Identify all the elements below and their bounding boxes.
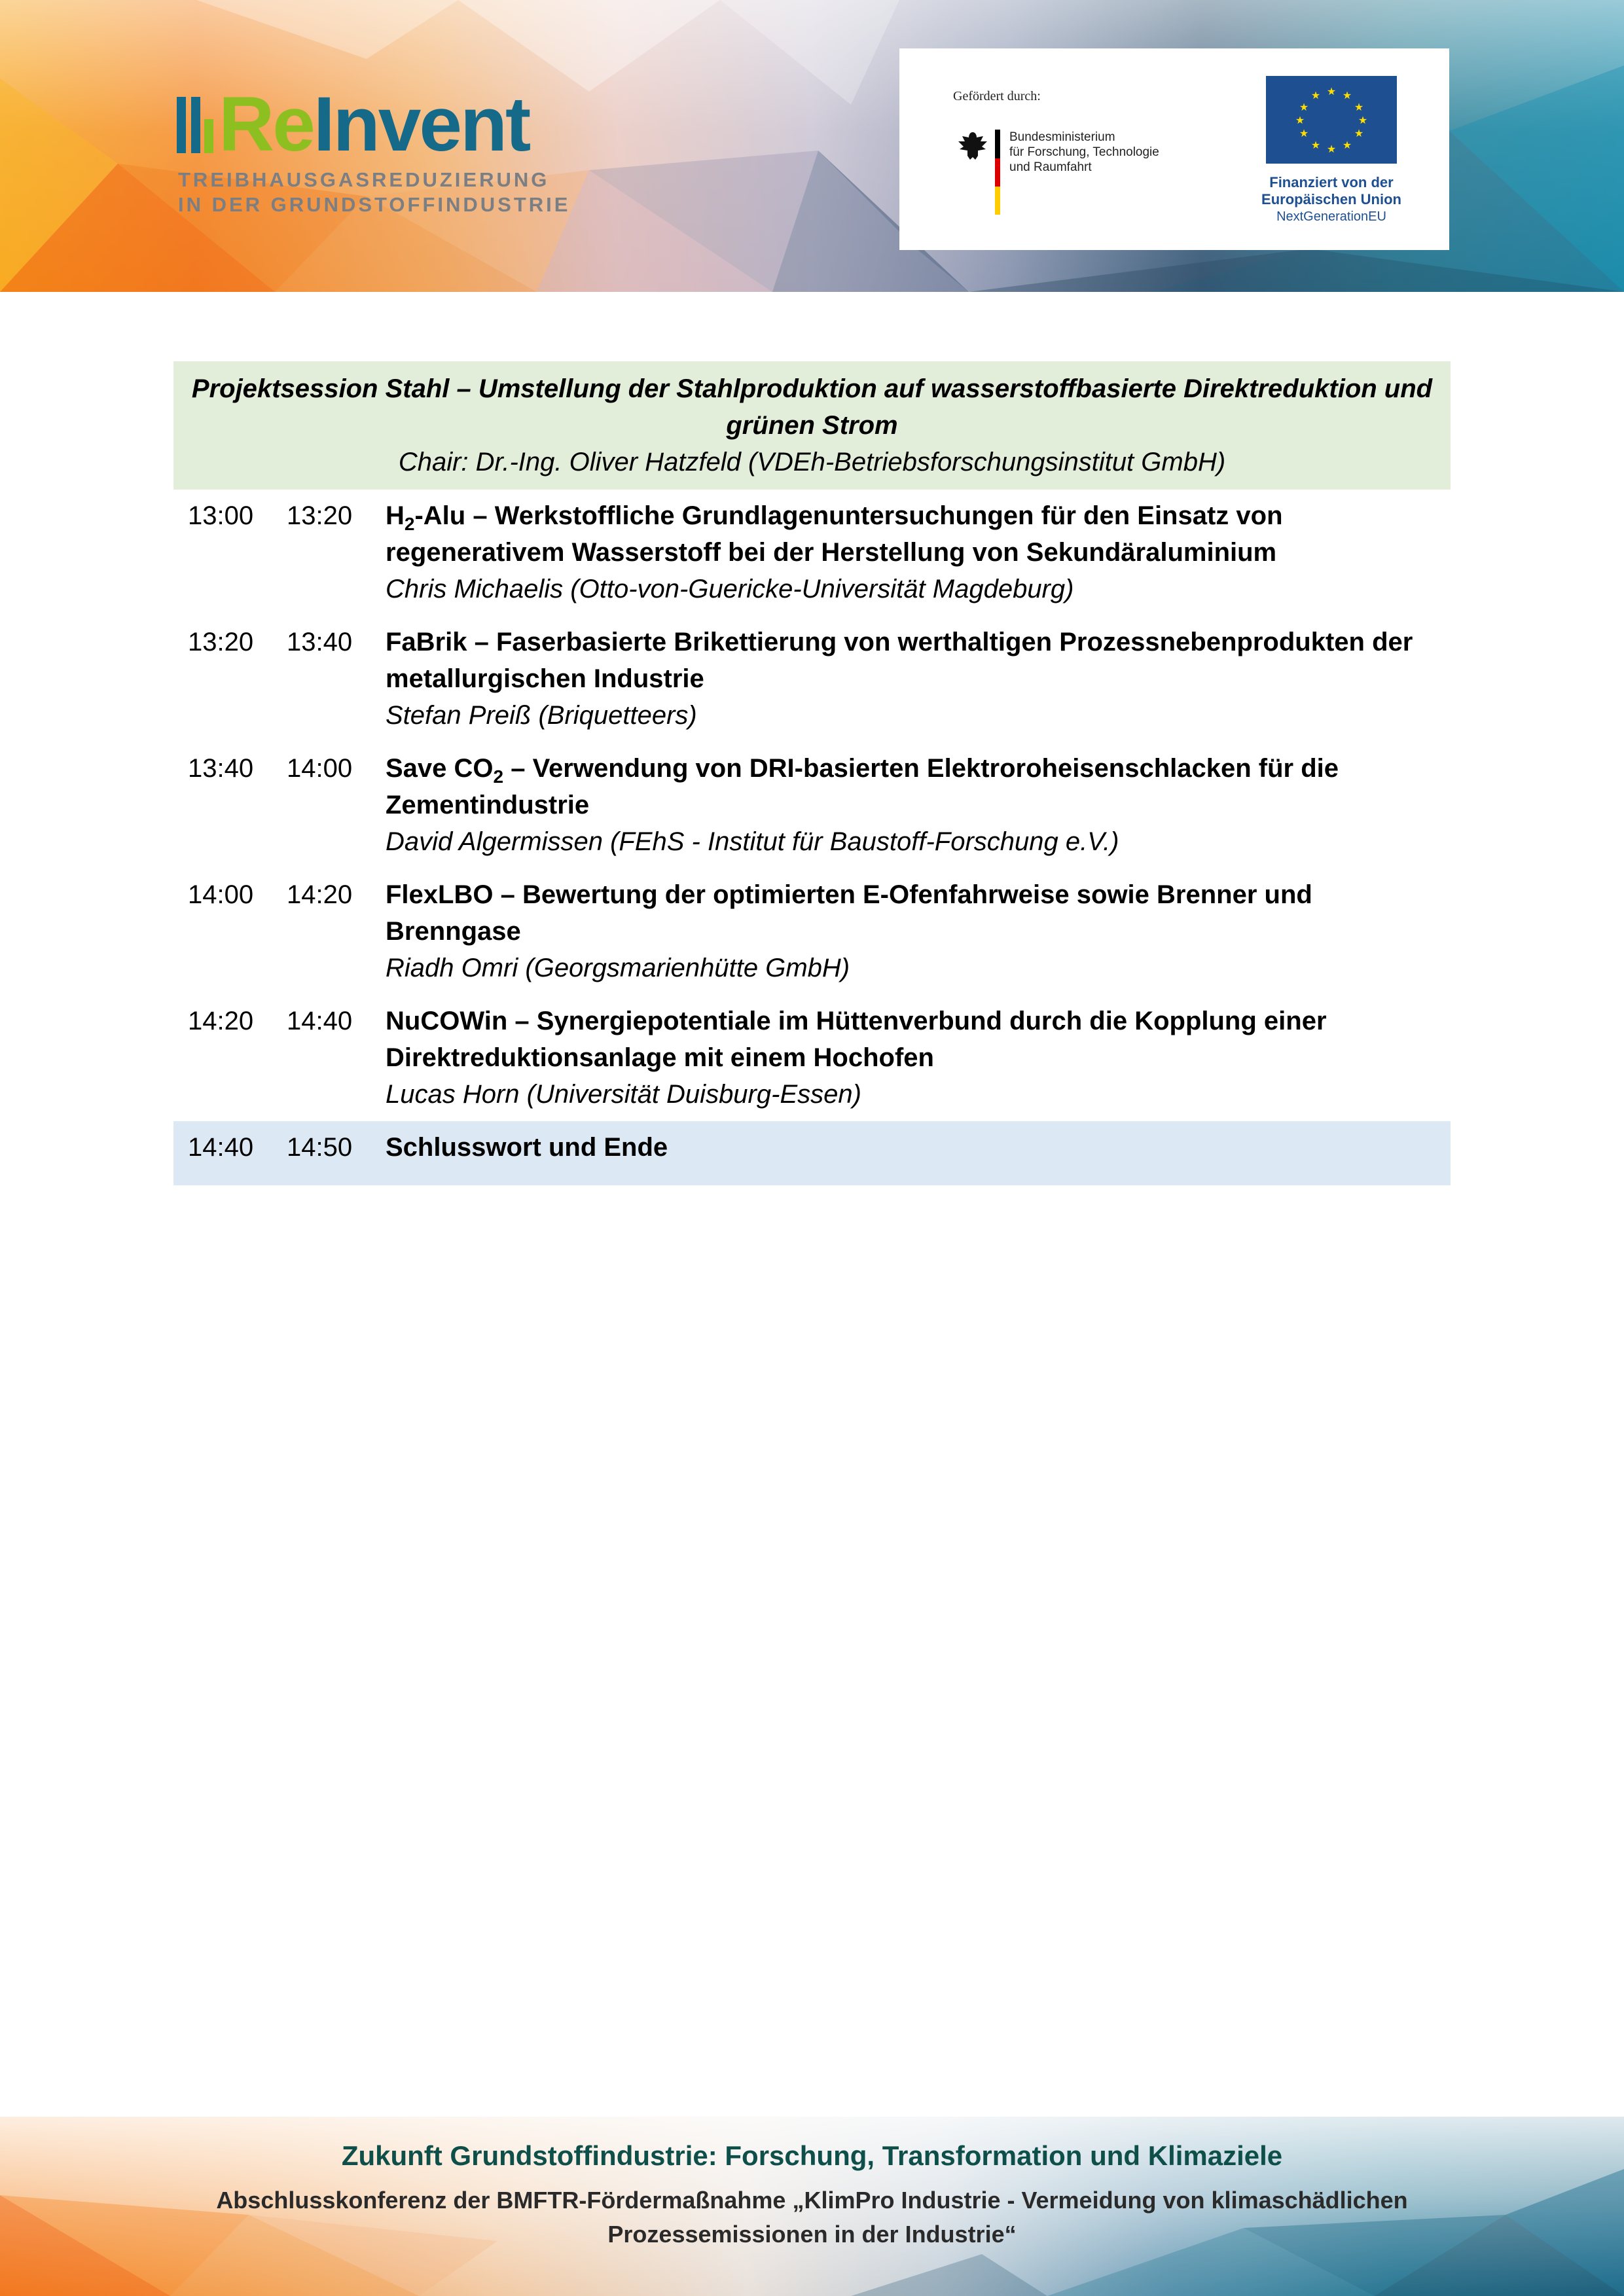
- eu-logo: [1246, 76, 1416, 233]
- agenda-row: [173, 995, 1451, 1121]
- end-time: 14:20: [287, 880, 353, 909]
- talk-speaker: Lucas Horn (Universität Duisburg-Essen): [386, 1080, 861, 1109]
- reinvent-logo: [175, 81, 571, 216]
- session-chair: Chair: Dr.-Ing. Oliver Hatzfeld (VDEh-Betriebsforschungsinstitut GmbH): [398, 448, 1226, 476]
- closing-row: [173, 1121, 1451, 1185]
- footer-subtitle: [0, 2183, 1624, 2251]
- end-time: 14:00: [287, 754, 353, 783]
- svg-text:★: ★: [1310, 89, 1321, 101]
- closing-title: Schlusswort und Ende: [386, 1133, 668, 1162]
- talk-speaker: Stefan Preiß (Briquetteers): [386, 701, 697, 730]
- ministry-line3: und Raumfahrt: [1009, 160, 1092, 174]
- start-time: 13:00: [188, 501, 254, 530]
- svg-text:★: ★: [1358, 114, 1368, 126]
- talk-title-subscript: 2: [493, 766, 504, 787]
- talk-speaker: Chris Michaelis (Otto-von-Guericke-Universität Magdeburg): [386, 575, 1074, 603]
- start-time: 13:40: [188, 754, 254, 783]
- logo-wordmark: [219, 81, 530, 168]
- session-title: Projektsession Stahl – Umstellung der Stahlproduktion auf wasserstoffbasierte Direktreduktion und grünen Strom: [191, 374, 1433, 440]
- talk-title-rest: -Alu – Werkstoffliche Grundlagenuntersuchungen für den Einsatz von regenerativem Wasserstoff bei der Herstellung von Sekundäraluminium: [386, 501, 1283, 567]
- logo-tagline-line1: TREIBHAUSGASREDUZIERUNG: [178, 168, 550, 191]
- funding-label: Gefördert durch:: [953, 89, 1041, 103]
- talk-title: NuCOWin – Synergiepotentiale im Hüttenverbund durch die Kopplung einer Direktreduktionsanlage mit einem Hochofen: [386, 1007, 1327, 1072]
- svg-text:★: ★: [1342, 89, 1352, 101]
- svg-text:★: ★: [1326, 85, 1337, 98]
- end-time: 13:20: [287, 501, 353, 530]
- german-flag-bar: [995, 130, 1000, 215]
- talk-title-rest: – Verwendung von DRI-basierten Elektroroheisenschlacken für die Zementindustrie: [386, 754, 1339, 819]
- eu-caption-line3: NextGenerationEU: [1276, 209, 1386, 224]
- bmftr-logo: [953, 130, 1163, 215]
- eu-flag-icon: [1266, 76, 1397, 164]
- talk-title-prefix: H: [386, 501, 405, 530]
- talk-title-subscript: 2: [404, 514, 415, 534]
- ministry-line2: für Forschung, Technologie: [1009, 145, 1159, 159]
- federal-eagle-icon: [953, 130, 992, 162]
- eu-caption-line2: Europäischen Union: [1261, 191, 1401, 207]
- start-time: 14:20: [188, 1007, 254, 1035]
- logo-word-prefix: Re: [219, 81, 314, 168]
- footer-banner: [0, 2117, 1624, 2296]
- agenda-row: [173, 616, 1451, 742]
- svg-text:★: ★: [1299, 101, 1309, 113]
- session-header: [173, 361, 1451, 490]
- agenda-row: [173, 742, 1451, 869]
- logo-word-suffix: Invent: [313, 81, 530, 168]
- start-time: 14:40: [188, 1133, 254, 1162]
- logo-tagline-line2: IN DER GRUNDSTOFFINDUSTRIE: [178, 193, 571, 216]
- logo-tagline: [178, 168, 570, 217]
- svg-text:★: ★: [1354, 127, 1364, 139]
- funding-box: [899, 48, 1449, 250]
- ministry-name: [1009, 130, 1159, 175]
- talk-speaker: Riadh Omri (Georgsmarienhütte GmbH): [386, 954, 850, 982]
- program-table: [173, 361, 1451, 1185]
- start-time: 13:20: [188, 628, 254, 656]
- end-time: 14:50: [287, 1133, 353, 1162]
- start-time: 14:00: [188, 880, 254, 909]
- talk-speaker: David Algermissen (FEhS - Institut für Baustoff-Forschung e.V.): [386, 827, 1119, 856]
- talk-title: [386, 497, 1431, 571]
- talk-title: FlexLBO – Bewertung der optimierten E-Ofenfahrweise sowie Brenner und Brenngase: [386, 880, 1312, 946]
- footer-subtitle-line1: Abschlusskonferenz der BMFTR-Fördermaßnahme „KlimPro Industrie - Vermeidung von klimaschädlichen: [216, 2187, 1408, 2214]
- end-time: 14:40: [287, 1007, 353, 1035]
- agenda-row: [173, 869, 1451, 995]
- svg-text:★: ★: [1295, 114, 1305, 126]
- svg-text:★: ★: [1326, 143, 1337, 155]
- header-banner: [0, 0, 1624, 292]
- ministry-line1: Bundesministerium: [1009, 130, 1115, 144]
- svg-text:★: ★: [1310, 139, 1321, 151]
- end-time: 13:40: [287, 628, 353, 656]
- footer-title: Zukunft Grundstoffindustrie: Forschung, Transformation und Klimaziele: [341, 2140, 1283, 2171]
- reinvent-logo-mark: [175, 93, 215, 158]
- talk-title: [386, 750, 1431, 823]
- agenda-row: [173, 490, 1451, 616]
- talk-title: FaBrik – Faserbasierte Brikettierung von werthaltigen Prozessnebenprodukten der metallurgischen Industrie: [386, 628, 1413, 693]
- talk-title-prefix: Save CO: [386, 754, 494, 783]
- footer-subtitle-line2: Prozessemissionen in der Industrie“: [607, 2221, 1017, 2248]
- svg-text:★: ★: [1299, 127, 1309, 139]
- svg-text:★: ★: [1354, 101, 1364, 113]
- svg-text:★: ★: [1342, 139, 1352, 151]
- eu-caption-line1: Finanziert von der: [1269, 174, 1394, 190]
